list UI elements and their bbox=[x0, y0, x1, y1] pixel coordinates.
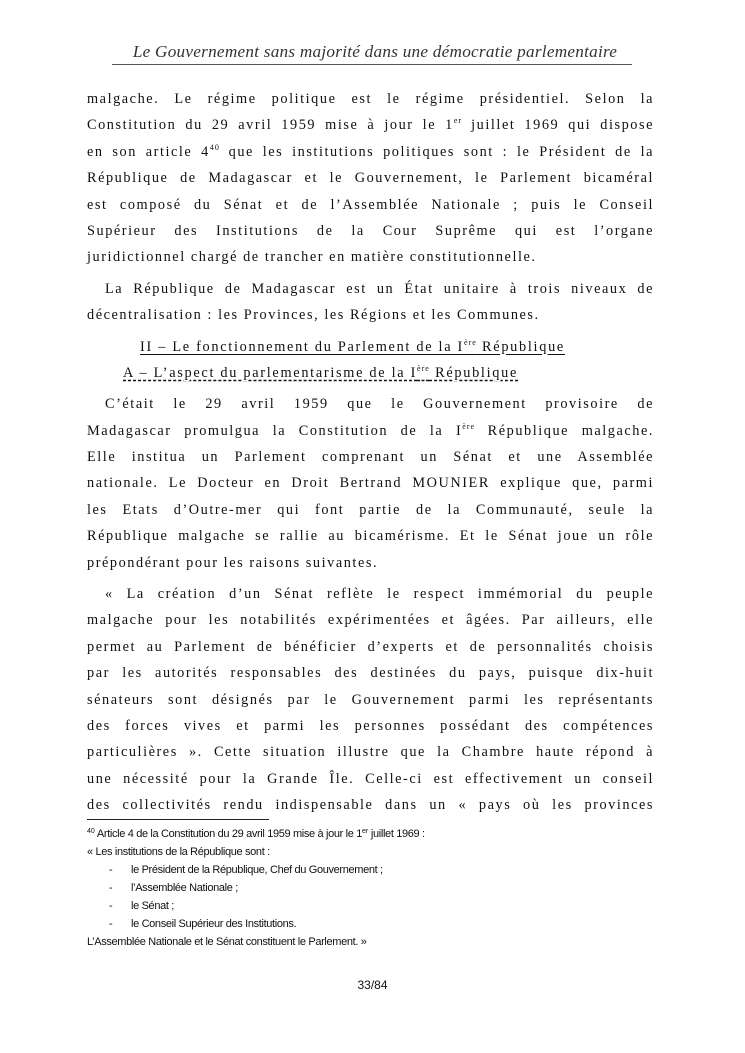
footnote-item-text: le Président de la République, Chef du Gouvernement ; bbox=[131, 864, 383, 876]
paragraph-3 bbox=[87, 391, 654, 576]
p1-line-4: République de Madagascar et le Gouvernement, le Parlement bicaméral bbox=[87, 170, 654, 187]
p1-line-3-text-a: en son article 4 bbox=[87, 143, 210, 160]
page-number: 33/84 bbox=[357, 978, 388, 992]
p3-line-6: République malgache se rallie au bicamérisme. Et le Sénat joue un rôle bbox=[87, 528, 654, 545]
subsection-heading-text-a: A – L’aspect du parlementarisme de la I bbox=[123, 364, 418, 381]
section-heading bbox=[87, 334, 654, 360]
footnote-quote-open: « Les institutions de la République sont : bbox=[87, 846, 270, 858]
footnote-list-item bbox=[87, 915, 657, 933]
section-heading-text-a: II – Le fonctionnement du Parlement de la I bbox=[140, 338, 465, 355]
p4-line-7: particulières ». Cette situation illustre que la Chambre haute répond à bbox=[87, 744, 654, 761]
p4-line-2: malgache pour les notabilités expérimentées et âgées. Par ailleurs, elle bbox=[87, 612, 654, 629]
p1-line-7: juridictionnel chargé de trancher en matière constitutionnelle. bbox=[87, 249, 537, 266]
p3-line-4: nationale. Le Docteur en Droit Bertrand MOUNIER explique que, parmi bbox=[87, 475, 654, 492]
p1-line-3-text-b: que les institutions politiques sont : le Président de la bbox=[219, 143, 654, 160]
subsection-heading-superscript: ère bbox=[417, 363, 430, 373]
subsection-heading bbox=[87, 360, 654, 386]
body-text bbox=[87, 86, 654, 819]
footnote-intro bbox=[87, 825, 657, 843]
p4-line-9: des collectivités rendu indispensable dans un « pays où les provinces bbox=[87, 797, 654, 814]
paragraph-1 bbox=[87, 86, 654, 271]
header-rule bbox=[112, 64, 632, 65]
p4-line-8: une nécessité pour la Grande Île. Celle-ci est effectivement un conseil bbox=[87, 770, 654, 787]
section-heading-text-b: République bbox=[476, 338, 565, 355]
running-header: Le Gouvernement sans majorité dans une démocratie parlementaire bbox=[132, 42, 618, 61]
paragraph-4 bbox=[87, 581, 654, 819]
p2-line-1: La République de Madagascar est un État unitaire à trois niveaux de bbox=[105, 280, 654, 297]
p4-line-1: « La création d’un Sénat reflète le respect immémorial du peuple bbox=[105, 586, 654, 603]
section-heading-superscript: ère bbox=[464, 337, 477, 347]
p4-line-5: sénateurs sont désignés par le Gouvernement parmi les représentants bbox=[87, 691, 654, 708]
p3-line-7: prépondérant pour les raisons suivantes. bbox=[87, 554, 379, 571]
p4-line-3: permet au Parlement de bénéficier d’experts et de personnalités choisis bbox=[87, 638, 654, 655]
p1-line-2-text-b: juillet 1969 qui dispose bbox=[462, 117, 655, 134]
p1-line-6: Supérieur des Institutions de la Cour Suprême qui est l’organe bbox=[87, 222, 654, 239]
footnote-closing: L’Assemblée Nationale et le Sénat constituent le Parlement. » bbox=[87, 936, 367, 948]
footnote-dash: - bbox=[109, 918, 113, 930]
p1-line-2-superscript: er bbox=[453, 116, 463, 126]
p2-line-2: décentralisation : les Provinces, les Régions et les Communes. bbox=[87, 307, 540, 324]
p1-line-3 bbox=[87, 139, 654, 165]
p1-line-2 bbox=[87, 112, 654, 138]
footnote-list-item bbox=[87, 861, 657, 879]
p3-line-2-superscript: ère bbox=[462, 421, 476, 431]
footnote-dash: - bbox=[109, 864, 113, 876]
footnote-item-text: l’Assemblée Nationale ; bbox=[131, 882, 238, 894]
p3-line-2-text-b: République malgache. bbox=[475, 422, 654, 439]
footnote-number: 40 bbox=[87, 828, 95, 835]
footnote-intro-superscript: er bbox=[361, 828, 369, 835]
p1-line-1: malgache. Le régime politique est le régime présidentiel. Selon la bbox=[87, 91, 654, 107]
footnote-item-text: le Conseil Supérieur des Institutions. bbox=[131, 918, 297, 930]
footnote-dash: - bbox=[109, 900, 113, 912]
footnote-list-item bbox=[87, 897, 657, 915]
footnote-dash: - bbox=[109, 882, 113, 894]
footnote-separator bbox=[87, 819, 269, 820]
p4-line-4: par les autorités responsables des destinées du pays, puisque dix-huit bbox=[87, 665, 654, 682]
footnote-40 bbox=[87, 825, 657, 951]
footnote-list-item bbox=[87, 879, 657, 897]
p3-line-5: les Etats d’Outre-mer qui font partie de la Communauté, seule la bbox=[87, 501, 654, 518]
p3-line-2 bbox=[87, 418, 654, 444]
p1-line-5: est composé du Sénat et de l’Assemblée Nationale ; puis le Conseil bbox=[87, 196, 654, 213]
footnote-ref-40[interactable]: 40 bbox=[209, 142, 220, 152]
footnote-intro-text-a: Article 4 de la Constitution du 29 avril 1959 mise à jour le 1 bbox=[94, 828, 362, 840]
paragraph-2 bbox=[87, 276, 654, 329]
p3-line-2-text-a: Madagascar promulgua la Constitution de la I bbox=[87, 422, 463, 439]
p3-line-3: Elle institua un Parlement comprenant un Sénat et une Assemblée bbox=[87, 449, 654, 466]
p4-line-6: des forces vives et parmi les personnes possédant des compétences bbox=[87, 717, 654, 734]
p3-line-1: C’était le 29 avril 1959 que le Gouvernement provisoire de bbox=[105, 396, 654, 413]
footnote-item-text: le Sénat ; bbox=[131, 900, 174, 912]
subsection-heading-text-b: République bbox=[429, 364, 519, 381]
footnote-intro-text-b: juillet 1969 : bbox=[368, 828, 425, 840]
p1-line-2-text-a: Constitution du 29 avril 1959 mise à jour le 1 bbox=[87, 117, 454, 134]
